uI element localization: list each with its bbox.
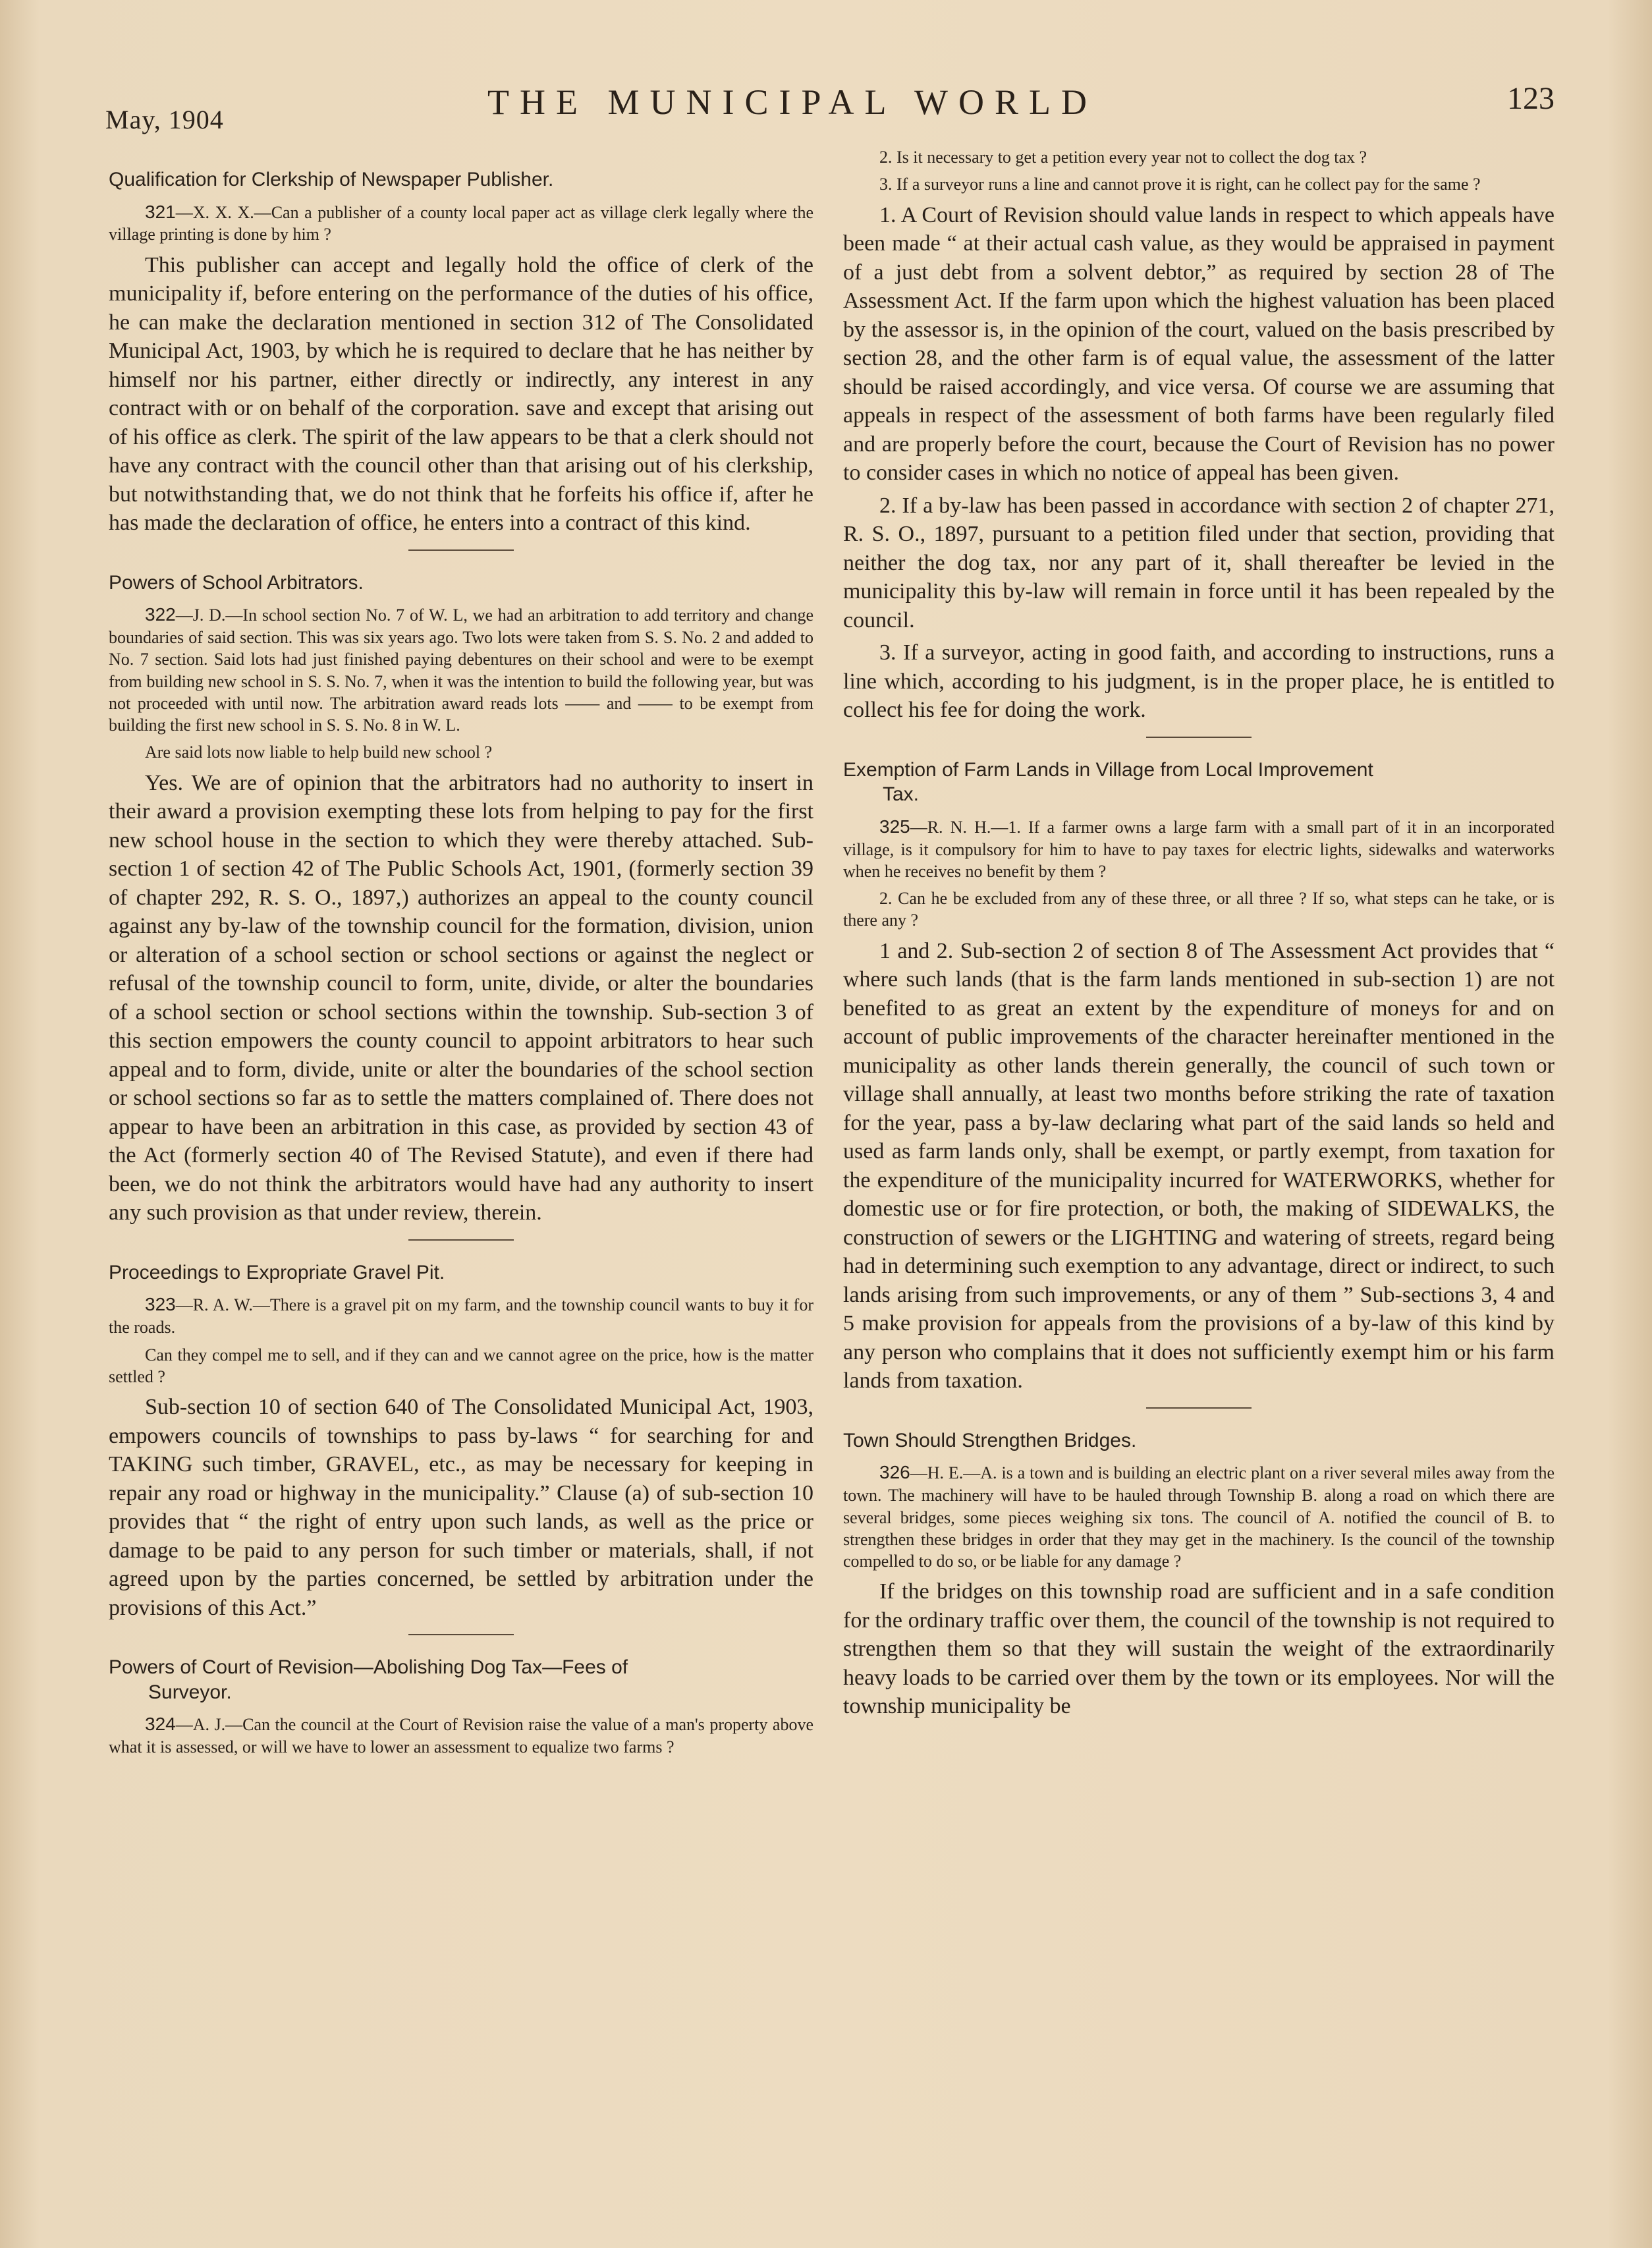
heading-line: Exemption of Farm Lands in Village from Local Improvement bbox=[843, 758, 1373, 781]
article-heading-321: Qualification for Clerkship of Newspaper Publisher. bbox=[109, 169, 554, 190]
question-number: 322 bbox=[145, 604, 176, 625]
question-322 bbox=[109, 603, 813, 736]
issue-date: May, 1904 bbox=[105, 105, 224, 134]
question-text: —H. E.—A. is a town and is building an electric plant on a river several miles away from the town. The machinery will have to be hauled through Township B. along a road on which there are several bridges, some pieces weighing six tons. The council of A. notified the council of B. to strengthen these bridges in order that they may get in the machinery. Is the council of the township compelled to do so, or be liable for any damage ? bbox=[843, 1463, 1555, 1571]
heading-continuation: Surveyor. bbox=[148, 1681, 232, 1703]
right-column bbox=[843, 146, 1555, 1725]
section-divider bbox=[1146, 1407, 1252, 1409]
answer-324-part-3: 3. If a surveyor, acting in good faith, and according to instructions, runs a line which, according to his judgment, is in the proper place, he is entitled to collect his fee for doing the work. bbox=[843, 640, 1555, 723]
article-heading-322: Powers of School Arbitrators. bbox=[109, 571, 364, 594]
section-divider bbox=[408, 1239, 514, 1241]
heading-continuation: Tax. bbox=[883, 783, 920, 806]
answer-325: 1 and 2. Sub-section 2 of section 8 of The Assessment Act provides that “ where such lands (that is the farm lands mentioned in sub-section 1) are not benefited to as great an extent by the expenditure of moneys for and on account of public improvements of the character hereinafter mentioned in the municipality as other lands therein generally, the council of such town or village shall annually, at least two months before striking the rate of taxation for the year, pass a by-law declaring what part of the said lands so held and used as farm lands only, shall be exempt, or partly exempt, from taxation for the expenditure of the municipality incurred for WATERWORKS, whether for domestic use or for fire protection, or both, the making of SIDEWALKS, the construction of sewers or the LIGHTING and watering of streets, regard being had in determining such exemption to any advantage, direct or indirect, to such lands arising from such improvements, or any of them ” Sub-sections 3, 4 and 5 make provision for appeals from the provisions of a by-law of this kind by any person who complains that it does not sufficiently exempt him or his farm lands from taxation. bbox=[843, 938, 1555, 1393]
left-column bbox=[109, 158, 813, 1763]
answer-321: This publisher can accept and legally hold the office of clerk of the municipality if, before entering on the performance of the duties of his office, he can make the declaration mentioned in section 312 of The Consolidated Municipal Act, 1903, by which he is required to declare that he has neither by himself nor his partner, either directly or indirectly, any interest in any contract with or on behalf of the corporation. save and except that arising out of his office as clerk. The spirit of the law appears to be that a clerk should not have any contract with the council other than that arising out of his clerkship, but notwithstanding that, we do not think that he forfeits his office if, after he has made the declaration of office, he enters into a contract of this kind. bbox=[109, 252, 813, 536]
question-number: 321 bbox=[145, 201, 176, 222]
answer-323: Sub-section 10 of section 640 of The Consolidated Municipal Act, 1903, empowers councils of townships to pass by-laws “ for searching for and TAKING such timber, GRAVEL, etc., as may be necessary for keeping in repair any road or highway in the municipality.” Clause (a) of sub-section 10 provides that “ the right of entry upon such lands, as well as the price or damage to be paid to any person for such timber or materials, shall, if not agreed upon by the parties concerned, be settled by arbitration under the provisions of this Act.” bbox=[109, 1395, 813, 1620]
question-323-followup: Can they compel me to sell, and if they can and we cannot agree on the price, how is the matter settled ? bbox=[109, 1345, 813, 1386]
answer-322: Yes. We are of opinion that the arbitrators had no authority to insert in their award a provision exempting these lots from helping to pay for the first new school house in the section to which they were thereby attached. Sub-section 1 of section 42 of The Public Schools Act, 1901, (formerly section 39 of chapter 292, R. S. O., 1897,) authorizes an appeal to the county council against any by-law of the township council for the formation, division, union or alteration of a school section or school sections or against the neglect or refusal of the township council to form, unite, divide, or alter the boundaries of a school section or school sections within the township. Sub-section 3 of this section empowers the county council to appoint arbitrators to hear such appeal and to form, divide, unite or alter the boundaries of the school section or school sections so far as to settle the matters complained of. There does not appear to have been an arbitration in this case, as provided by section 43 of the Act (formerly section 40 of The Revised Statute), and even if there had been, we do not think the arbitrators would have had any authority to insert any such provision as that under review, therein. bbox=[109, 770, 813, 1225]
question-number: 326 bbox=[879, 1462, 910, 1483]
heading-line: Powers of Court of Revision—Abolishing Dog Tax—Fees of bbox=[109, 1656, 628, 1679]
question-number: 323 bbox=[145, 1294, 176, 1315]
question-326 bbox=[843, 1461, 1555, 1572]
answer-324-part-2: 2. If a by-law has been passed in accordance with section 2 of chapter 271, R. S. O., 1897, pursuant to a petition filed under that section, providing that neither the dog tax, nor any part of it, shall thereafter be levied in the municipality this by-law will remain in force until it has been repealed by the council. bbox=[843, 493, 1555, 632]
question-text: —R. N. H.—1. If a farmer owns a large farm with a small part of it in an incorporated village, is it compulsory for him to have to pay taxes for electric lights, sidewalks and waterworks when he receives no benefit by them ? bbox=[843, 817, 1555, 881]
question-325 bbox=[843, 815, 1555, 882]
question-number: 325 bbox=[879, 816, 910, 837]
question-321 bbox=[109, 200, 813, 246]
article-heading-326: Town Should Strengthen Bridges. bbox=[843, 1429, 1137, 1451]
masthead bbox=[105, 78, 1555, 137]
answer-324-part-1: 1. A Court of Revision should value lands in respect to which appeals have been made “ at their actual cash value, as they would be appraised in payment of a just debt from a solvent debtor,” as required by section 28 of The Assessment Act. If the farm upon which the highest valuation has been placed by the assessor is, in the opinion of the court, valued on the basis prescribed by section 28, and the other farm is of equal value, the assessment of the latter should be raised accordingly, and vice versa. Of course we are assuming that appeals in respect of the assessment of both farms have been regularly filed and are properly before the court, because the Court of Revision has no power to consider cases in which no notice of appeal has been given. bbox=[843, 202, 1555, 486]
article-heading-325 bbox=[843, 758, 1555, 807]
article-heading-323: Proceedings to Expropriate Gravel Pit. bbox=[109, 1261, 445, 1283]
article-heading-324 bbox=[109, 1655, 813, 1704]
question-number: 324 bbox=[145, 1714, 176, 1735]
question-324 bbox=[109, 1712, 813, 1758]
page-number: 123 bbox=[1507, 81, 1555, 116]
question-text: —J. D.—In school section No. 7 of W. L, we had an arbitration to add territory and change boundaries of said section. This was six years ago. Two lots were taken from S. S. No. 2 and added to No. 7 section. Said lots had just finished paying debentures on their school and were to be exempt from building new school in S. S. No. 7, when it was the intention to build the following year, but was not proceeded with until now. The arbitration award reads lots —— and —— to be exempt from building the first new school in S. S. No. 8 in W. L. bbox=[109, 605, 813, 735]
question-text: —R. A. W.—There is a gravel pit on my farm, and the township council wants to buy it for the roads. bbox=[109, 1295, 813, 1337]
answer-326: If the bridges on this township road are sufficient and in a safe condition for the ordinary traffic over them, the council of the township is not required to strengthen them so that they will sustain the weight of the extraordinarily heavy loads to be carried over them by the town or its employees. Nor will the township municipality be bbox=[843, 1579, 1555, 1719]
question-322-followup: Are said lots now liable to help build new school ? bbox=[145, 743, 493, 762]
question-324-part-3: 3. If a surveyor runs a line and cannot prove it is right, can he collect pay for the same ? bbox=[879, 175, 1481, 194]
question-324-part-2: 2. Is it necessary to get a petition every year not to collect the dog tax ? bbox=[879, 148, 1367, 167]
section-divider bbox=[1146, 737, 1252, 738]
question-325-followup: 2. Can he be excluded from any of these three, or all three ? If so, what steps can he take, or is there any ? bbox=[843, 889, 1555, 930]
question-text: —A. J.—Can the council at the Court of Revision raise the value of a man's property above what it is assessed, or will we have to lower an assessment to equalize two farms ? bbox=[109, 1715, 813, 1756]
section-divider bbox=[408, 549, 514, 551]
section-divider bbox=[408, 1634, 514, 1635]
question-text: —X. X. X.—Can a publisher of a county local paper act as village clerk legally where the village printing is done by him ? bbox=[109, 202, 813, 244]
question-323 bbox=[109, 1293, 813, 1338]
publication-title: THE MUNICIPAL WORLD bbox=[487, 82, 1098, 122]
